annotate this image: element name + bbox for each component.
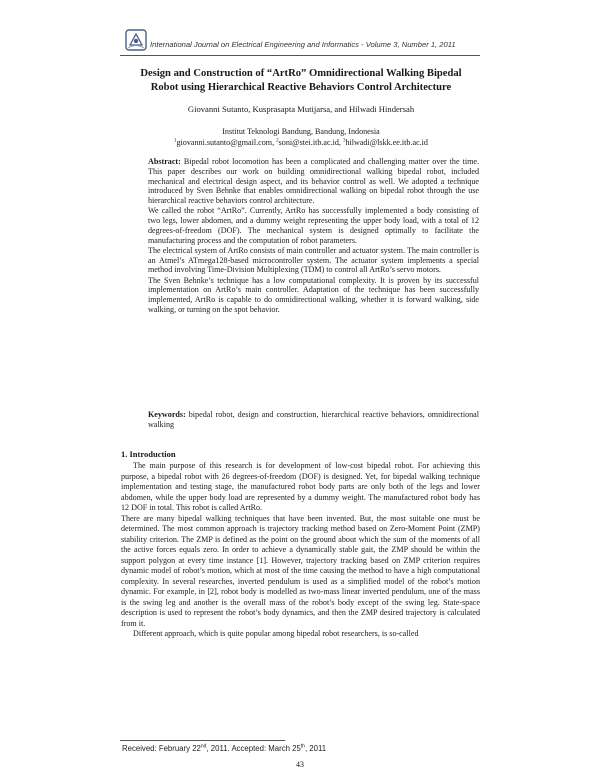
section-heading-introduction: 1. Introduction: [121, 449, 176, 459]
abstract-paragraph: We called the robot “ArtRo”. Currently, ArtRo has successfully implemented a body consisting of two legs, lower abdomen, and a dummy weight representing the upper body load, with a total of 12 degrees-of-freedom (DOF). The mechanical system is designed optimally to facilitate the manufacturing process and the computation of robot parameters.: [148, 206, 479, 245]
title-line-2: Robot using Hierarchical Reactive Behaviors Control Architecture: [150, 81, 452, 93]
email-marker: 3: [342, 137, 346, 143]
author-list: Giovanni Sutanto, Kusprasapta Mutijarsa, and Hilwadi Hindersah: [187, 104, 415, 114]
title-line-1: Design and Construction of “ArtRo” Omnidirectional Walking Bipedal: [140, 68, 462, 79]
abstract-label: Abstract:: [148, 157, 181, 166]
institution: Institut Teknologi Bandung, Bandung, Indonesia: [222, 127, 380, 136]
body-paragraph: Different approach, which is quite popular among bipedal robot researchers, is so-called: [133, 629, 419, 638]
keywords-label: Keywords:: [148, 410, 186, 419]
email-list: [118, 138, 484, 149]
journal-logo-icon: [125, 28, 147, 52]
footer-divider: [120, 740, 285, 741]
page-number: 43: [296, 760, 304, 769]
accepted-label: , 2011. Accepted: March 25: [206, 744, 301, 753]
paper-title: [118, 67, 484, 94]
affiliation: [118, 127, 484, 148]
journal-header: International Journal on Electrical Engineering and Informatics - Volume 3, Number 1, 2011: [150, 40, 456, 49]
accepted-year: , 2011: [304, 744, 327, 753]
header-divider: [120, 55, 480, 56]
accepted-suffix: th: [300, 743, 305, 750]
received-label: Received: February 22: [122, 744, 201, 753]
body-paragraph: There are many bipedal walking techniques that have been invented. But, the most suitable one must be determined. The most common approach is trajectory tracking method based on Zero-Moment Point (ZMP) stability criterion. The ZMP is defined as the point on the ground about which the sum of the moments of all the active forces equals zero. In order to achieve a dynamically stable gait, the ZMP should be within the support polygon at every time instance [1]. However, trajectory tracking based on ZMP criterion requires dynamic model of robot’s motion, which at most of the time causing the method to have a high computational complexity. In several researches, inverted pendulum is used as a simplified model of the robot’s motion dynamic. For example, in [2], robot body is modelled as two-mass linear inverted pendulum, one of the mass is the swing leg and another is the overall mass of the robot’s body except of the swing leg. State-space description is used to represent the robot’s body dynamics, and then the ZMP desired trajectory is calculated from it.: [121, 513, 480, 628]
email-3: hilwadi@lskk.ee.itb.ac.id: [345, 137, 428, 147]
email-marker: 1: [174, 137, 177, 143]
abstract: [148, 157, 479, 315]
keywords: [148, 410, 479, 430]
email-marker: 2: [276, 137, 279, 143]
email-2: soni@stei.itb.ac.id,: [278, 137, 343, 147]
abstract-paragraph: The electrical system of ArtRo consists of main controller and actuator system. The main controller is an Atmel’s ATmega128-based microcontroller system. The actuator system implements a special method involving Time-Division Multiplexing (TDM) to control all ArtRo’s servo motors.: [148, 245, 479, 275]
introduction-body: [121, 461, 480, 640]
abstract-paragraph: The Sven Behnke’s technique has a low computational complexity. It is proven by its successful implementation on ArtRo’s main controller. Adaptation of the technique has been successfully implemented, ArtRo is capable to do omnidirectional walking, whether it is forward walking, side walking, or turning on the spot behavior.: [148, 275, 479, 314]
keywords-text: bipedal robot, design and construction, hierarchical reactive behaviors, omnidirectional walking: [148, 410, 479, 429]
abstract-paragraph: [148, 157, 479, 206]
received-suffix: nd: [200, 743, 207, 750]
received-accepted-dates: [122, 744, 326, 753]
email-1: giovanni.sutanto@gmail.com,: [176, 137, 277, 147]
abstract-text: Bipedal robot locomotion has been a complicated and challenging matter over the time. This paper describes our work on building omnidirectional walking bipedal robot, included mechanical and electrical design aspect, and its behavior control as well. We adopted a technique introduced by Sven Behnke that enables omnidirectional walking on bipedal robot through the use hierarchical reactive behaviors control architecture.: [148, 157, 479, 205]
body-paragraph: The main purpose of this research is for development of low-cost bipedal robot. For achieving this purpose, a bipedal robot with 26 degrees-of-freedom (DOF) is designed. Yet, for bipedal walking technique implementation and testing stage, the manufactured robot body parts are only both of the legs and lower abdomen, while the upper body load are represented by a dummy weight. The manufactured robot body has 12 DOF in total. This robot is called ArtRo.: [121, 461, 480, 512]
